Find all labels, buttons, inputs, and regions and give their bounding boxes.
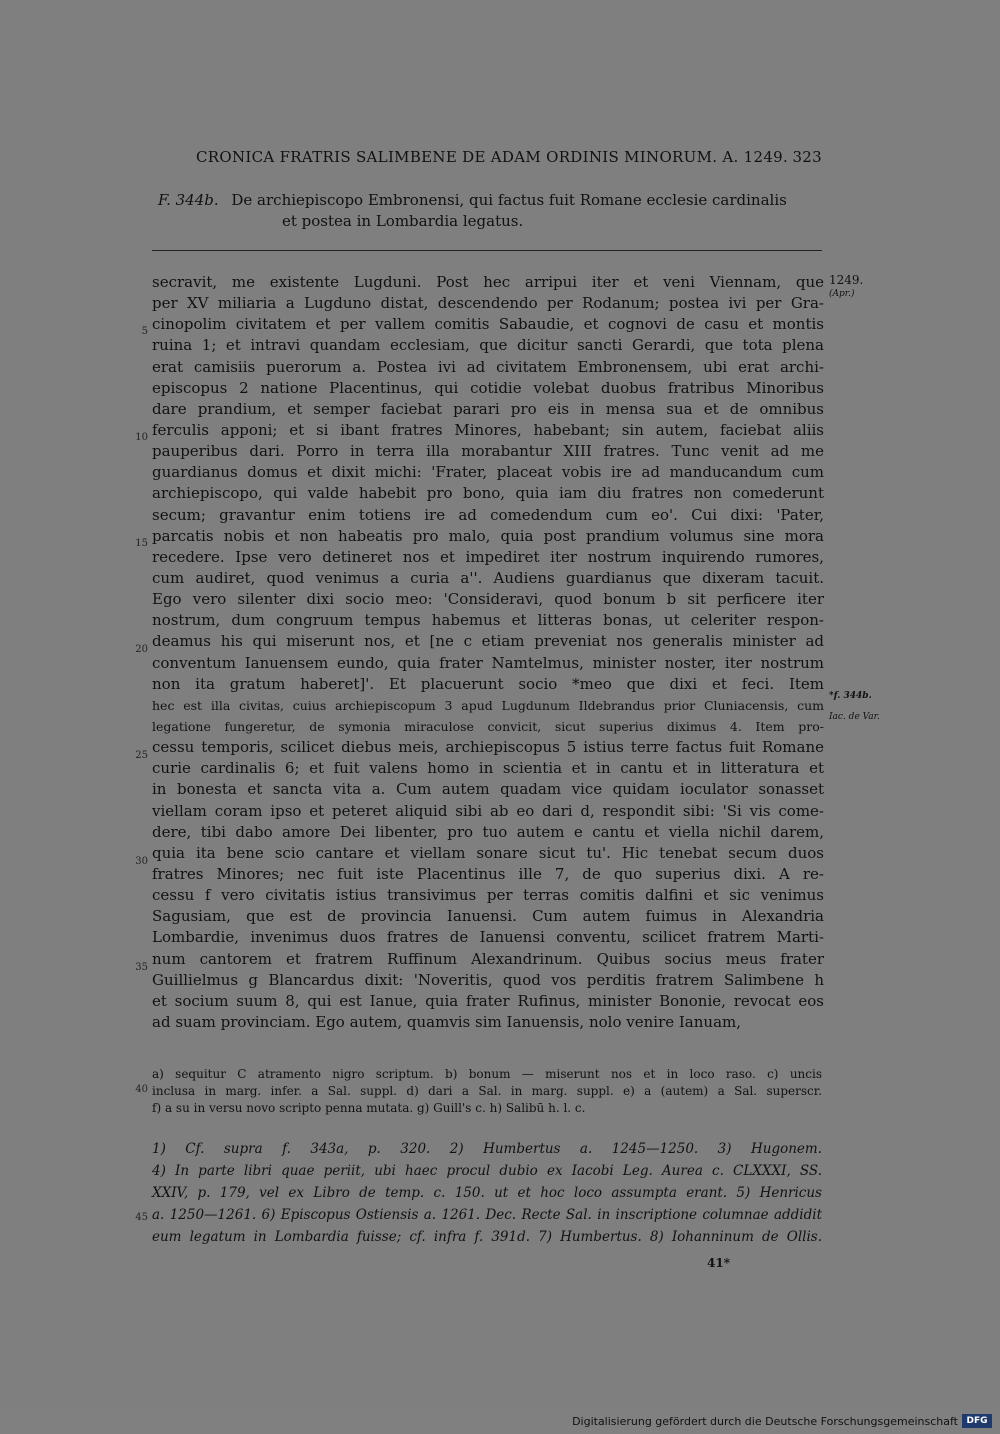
- apparatus-line: inclusa in marg. infer. a Sal. suppl. d) dari a Sal. in marg. suppl. e) a (autem) a Sal. superscr.: [152, 1084, 822, 1098]
- text-line: Lombardie, invenimus duos fratres de Ianuensi conventu, scilicet fratrem Marti-: [152, 928, 824, 947]
- footnotes: [152, 1138, 822, 1248]
- margin-year: 1249.: [829, 273, 864, 287]
- text-line: secravit, me existente Lugduni. Post hec arripui iter et veni Viennam, que: [152, 273, 824, 291]
- line-number: 40: [135, 1084, 148, 1095]
- text-line: cessu f vero civitatis istius transivimus per terras comitis dalfini et sic venimus: [152, 886, 824, 905]
- text-line: secum; gravantur enim totiens ire ad comedendum cum eo'. Cui dixi: 'Pater,: [152, 505, 824, 524]
- text-line: dare prandium, et semper faciebat parari pro eis in mensa sua et de omnibus: [152, 399, 824, 418]
- text-line: Guillielmus g Blancardus dixit: 'Noveritis, quod vos perditis fratrem Salimbene h: [152, 970, 824, 989]
- apparatus-line: f) a su in versu novo scripto penna mutata. g) Guill's c. h) Salibū h. l. c.: [152, 1101, 586, 1115]
- text-line: episcopus 2 natione Placentinus, qui cotidie volebat duobus fratribus Minoribus: [152, 378, 824, 397]
- main-text: [152, 272, 824, 1033]
- margin-source: Iac. de Var.: [829, 712, 880, 722]
- apparatus-line: a) sequitur C atramento nigro scriptum. b) bonum — miserunt nos et in loco raso. c) uncis: [152, 1067, 822, 1081]
- footnote-line: 4) In parte libri quae periit, ubi haec procul dubio ex Iacobi Leg. Aurea c. CLXXXI, SS.: [152, 1163, 822, 1179]
- line-number: 20: [135, 644, 148, 655]
- funding-credit: Digitalisierung gefördert durch die Deutsche Forschungsgemeinschaft: [572, 1415, 958, 1428]
- text-line: archiepiscopo, qui valde habebit pro bono, quia iam diu fratres non comederunt: [152, 484, 824, 503]
- running-title: CRONICA FRATRIS SALIMBENE DE ADAM ORDINIS MINORUM. A. 1249.: [196, 148, 789, 166]
- folio-reference: F. 344b.: [158, 191, 219, 209]
- heading-line-2: et postea in Lombardia legatus.: [282, 212, 524, 230]
- text-line: parcatis nobis et non habeatis pro malo, quia post prandium volumus sine mora: [152, 526, 824, 545]
- text-line: legatione fungeretur, de symonia miraculose convicit, sicut superius diximus 4. Item pro-: [152, 718, 824, 734]
- text-line: nostrum, dum congruum tempus habemus et litteras bonas, ut celeriter respon-: [152, 611, 824, 630]
- text-line: curie cardinalis 6; et fuit valens homo in scientia et in cantu et in litteratura et: [152, 759, 824, 778]
- text-line: hec est illa civitas, cuius archiepiscopum 3 apud Lugdunum Ildebrandus prior Cluniacensis, cum: [152, 697, 824, 713]
- text-line: cum audiret, quod venimus a curia a''. Audiens guardianus que dixeram tacuit.: [152, 568, 824, 587]
- text-line: num cantorem et fratrem Ruffinum Alexandrinum. Quibus socius meus frater: [152, 949, 824, 968]
- text-line: et socium suum 8, qui est Ianue, quia frater Rufinus, minister Bononie, revocat eos: [152, 991, 824, 1010]
- line-number: 10: [135, 432, 148, 443]
- text-line: per XV miliaria a Lugduno distat, descendendo per Rodanum; postea ivi per Gra-: [152, 294, 824, 313]
- text-line: pauperibus dari. Porro in terra illa morabantur XIII fratres. Tunc venit ad me: [152, 442, 824, 461]
- text-line: Sagusiam, que est de provincia Ianuensi. Cum autem fuimus in Alexandria: [152, 907, 824, 926]
- text-line: in bonesta et sancta vita a. Cum autem quadam vice quidam ioculator sonasset: [152, 780, 824, 799]
- line-number: 15: [135, 538, 148, 549]
- footnote-line: XXIV, p. 179, vel ex Libro de temp. c. 150. ut et hoc loco assumpta erant. 5) Henricus: [152, 1185, 822, 1201]
- text-line: erat camisiis puerorum a. Postea ivi ad civitatem Embronensem, ubi erat archi-: [152, 357, 824, 376]
- text-line: cinopolim civitatem et per vallem comitis Sabaudie, et cognovi de casu et montis: [152, 315, 824, 334]
- page-number: 323: [792, 148, 822, 166]
- running-header: [196, 148, 822, 166]
- text-line: ad suam provinciam. Ego autem, quamvis sim Ianuensis, nolo venire Ianuam,: [152, 1012, 742, 1031]
- chapter-heading: [158, 190, 822, 232]
- margin-folio-mark: *f. 344b.: [829, 691, 872, 701]
- text-line: fratres Minores; nec fuit iste Placentinus ille 7, de quo superius dixi. A re-: [152, 864, 824, 883]
- signature-mark: 41*: [707, 1256, 730, 1270]
- text-line: Ego vero silenter dixi socio meo: 'Consideravi, quod bonum b sit perficere iter: [152, 590, 824, 609]
- heading-line-1: De archiepiscopo Embronensi, qui factus fuit Romane ecclesie cardinalis: [231, 191, 787, 209]
- text-line: quia ita bene scio cantare et viellam sonare sicut tu'. Hic tenebat secum duos: [152, 843, 824, 862]
- text-line: ferculis apponi; et si ibant fratres Minores, habebant; sin autem, faciebat aliis: [152, 420, 824, 439]
- critical-apparatus: [152, 1066, 822, 1117]
- heading-rule: [152, 250, 822, 251]
- footnote-line: a. 1250—1261. 6) Episcopus Ostiensis a. 1261. Dec. Recte Sal. in inscriptione columnae addidit: [152, 1207, 822, 1223]
- line-number: 45: [135, 1212, 148, 1223]
- text-line: deamus his qui miserunt nos, et [ne c etiam preveniat nos generalis minister ad: [152, 632, 824, 651]
- text-line: cessu temporis, scilicet diebus meis, archiepiscopus 5 istius terre factus fuit Romane: [152, 738, 824, 757]
- text-line: recedere. Ipse vero detineret nos et impediret iter nostrum inquirendo rumores,: [152, 547, 824, 566]
- text-line: guardianus domus et dixit michi: 'Frater, placeat vobis ire ad manducandum cum: [152, 463, 824, 482]
- dfg-logo: DFG: [962, 1414, 992, 1428]
- line-number: 35: [135, 962, 148, 973]
- margin-month: (Apr.): [829, 289, 855, 299]
- text-line: dere, tibi dabo amore Dei libenter, pro tuo autem e cantu et viella nichil darem,: [152, 822, 824, 841]
- text-line: non ita gratum haberet]'. Et placuerunt socio *meo que dixi et feci. Item: [152, 674, 824, 693]
- footnote-line: 1) Cf. supra f. 343a, p. 320. 2) Humbertus a. 1245—1250. 3) Hugonem.: [152, 1141, 822, 1157]
- line-number: 5: [141, 326, 148, 337]
- line-number: 25: [135, 750, 148, 761]
- line-number: 30: [135, 856, 148, 867]
- footnote-line: eum legatum in Lombardia fuisse; cf. infra f. 391d. 7) Humbertus. 8) Iohanninum de Ollis.: [152, 1229, 822, 1245]
- text-line: conventum Ianuensem eundo, quia frater Namtelmus, minister noster, iter nostrum: [152, 653, 824, 672]
- text-line: viellam coram ipso et peteret aliquid sibi ab eo dari d, respondit sibi: 'Si vis come-: [152, 801, 824, 820]
- text-line: ruina 1; et intravi quandam ecclesiam, que dicitur sancti Gerardi, que tota plena: [152, 336, 824, 355]
